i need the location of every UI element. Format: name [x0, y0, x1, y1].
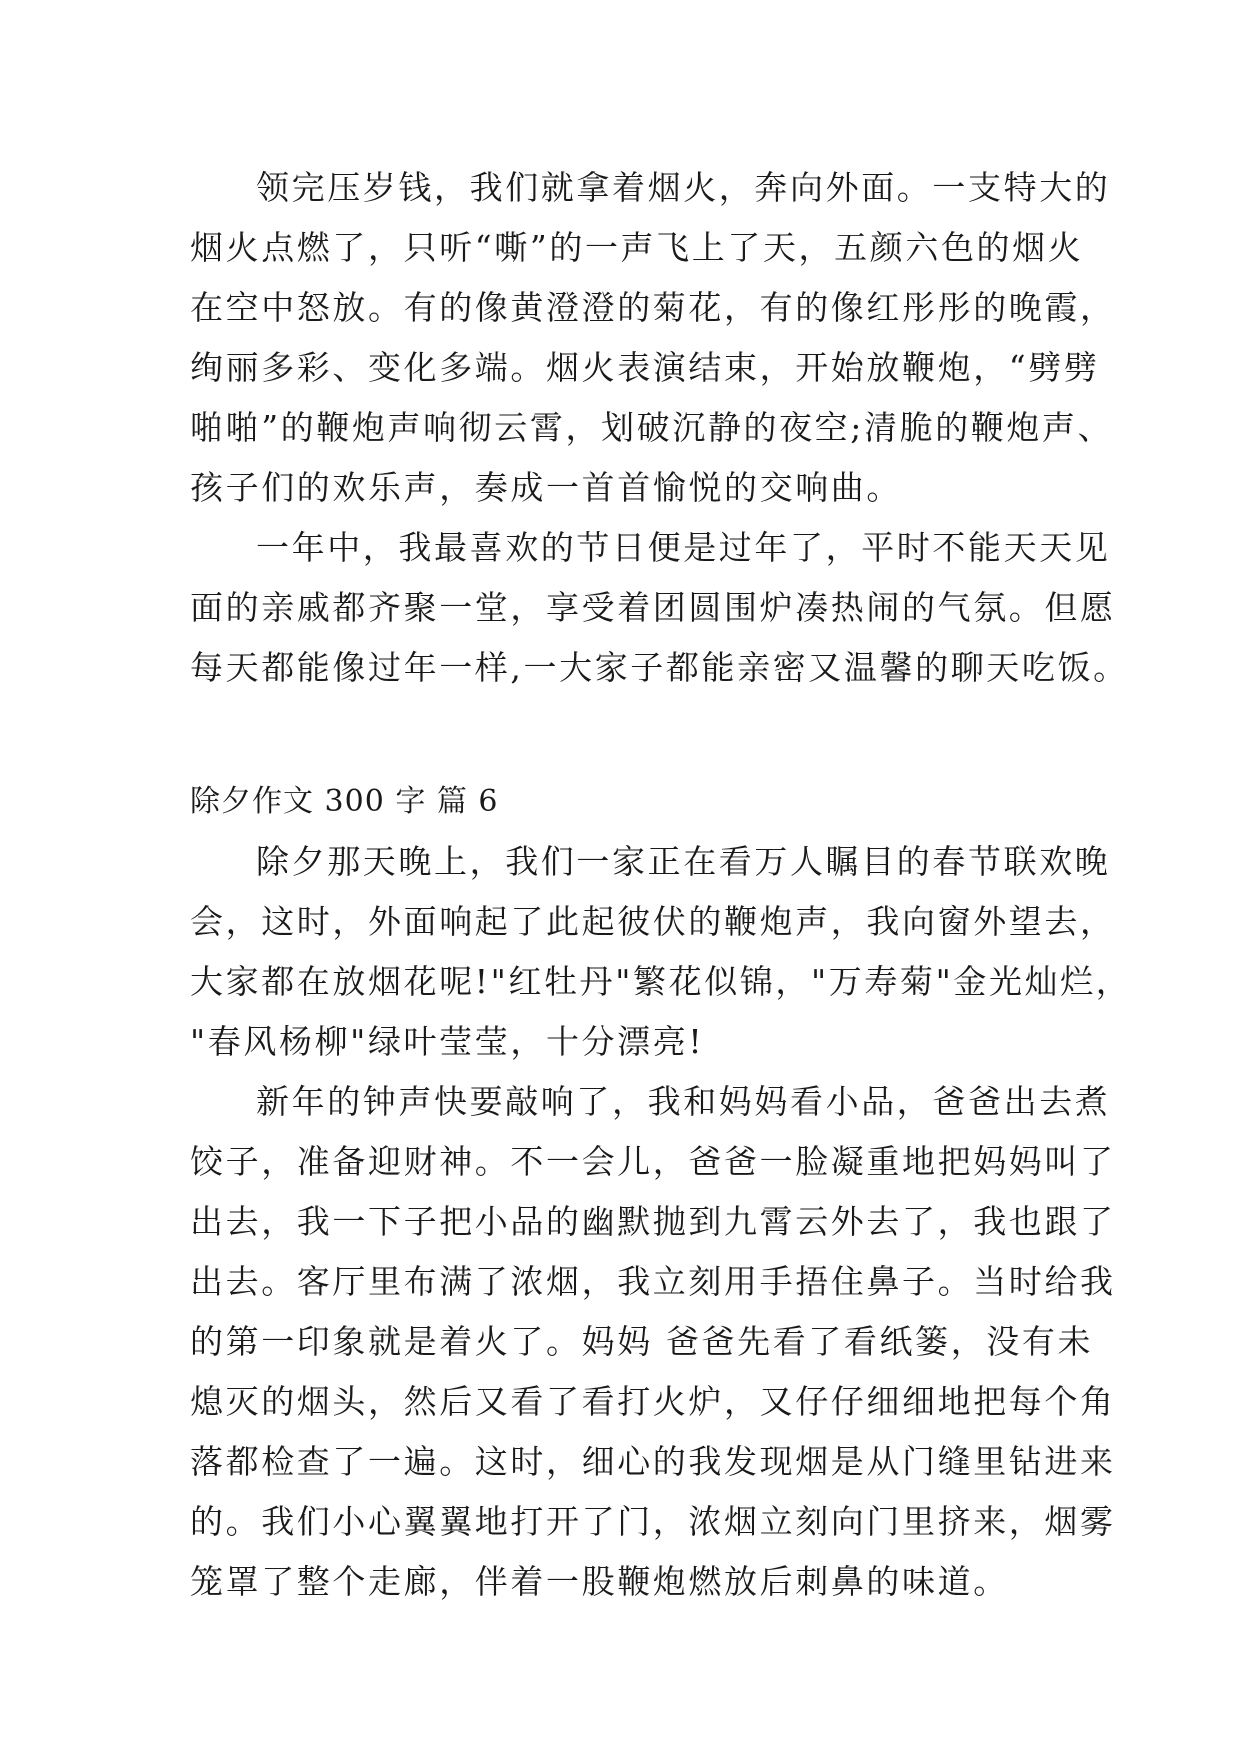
paragraph-new-years-eve [190, 832, 1132, 1072]
paragraph-favorite-holiday [190, 518, 1129, 698]
text-line: 的第一印象就是着火了。妈妈 爸爸先看了看纸篓，没有未 [190, 1322, 1094, 1361]
text-line: 在空中怒放。有的像黄澄澄的菊花，有的像红彤彤的晚霞， [190, 288, 1116, 327]
text-line: 一年中，我最喜欢的节日便是过年了，平时不能天天见 [256, 528, 1111, 567]
text-line: 笼罩了整个走廊，伴着一股鞭炮燃放后刺鼻的味道。 [190, 1562, 1009, 1601]
text-line: 啪啪”的鞭炮声响彻云霄，划破沉静的夜空;清脆的鞭炮声、 [190, 408, 1114, 447]
text-line: 面的亲戚都齐聚一堂，享受着团圆围炉凑热闹的气氛。但愿 [190, 588, 1116, 627]
paragraph-fireworks [190, 158, 1116, 518]
text-line: 绚丽多彩、变化多端。烟火表演结束，开始放鞭炮，“劈劈 [190, 348, 1100, 387]
text-line: 出去。客厅里布满了浓烟，我立刻用手捂住鼻子。当时给我 [190, 1262, 1116, 1301]
text-line: 会，这时，外面响起了此起彼伏的鞭炮声，我向窗外望去， [190, 902, 1116, 941]
text-line: 出去，我一下子把小品的幽默抛到九霄云外去了，我也跟了 [190, 1202, 1116, 1241]
section-spacer [190, 698, 1060, 772]
text-line: 孩子们的欢乐声，奏成一首首愉悦的交响曲。 [190, 468, 902, 507]
text-line: 除夕那天晚上，我们一家正在看万人瞩目的春节联欢晚 [256, 842, 1111, 881]
text-line: 领完压岁钱，我们就拿着烟火，奔向外面。一支特大的 [256, 168, 1111, 207]
text-line: 每天都能像过年一样,一大家子都能亲密又温馨的聊天吃饭。 [190, 648, 1129, 687]
text-line: 落都检查了一遍。这时，细心的我发现烟是从门缝里钻进来 [190, 1442, 1116, 1481]
text-line: 大家都在放烟花呢!"红牡丹"繁花似锦，"万寿菊"金光灿烂， [190, 962, 1132, 1001]
text-line: 饺子，准备迎财神。不一会儿，爸爸一脸凝重地把妈妈叫了 [190, 1142, 1116, 1181]
text-line: 新年的钟声快要敲响了，我和妈妈看小品，爸爸出去煮 [256, 1082, 1111, 1121]
text-line: "春风杨柳"绿叶莹莹，十分漂亮! [190, 1022, 705, 1061]
paragraph-smoke-story [190, 1072, 1116, 1612]
document-page [190, 158, 1132, 1612]
text-line: 熄灭的烟头，然后又看了看打火炉，又仔仔细细地把每个角 [190, 1382, 1116, 1421]
text-line: 烟火点燃了，只听“嘶”的一声飞上了天，五颜六色的烟火 [190, 228, 1084, 267]
text-line: 的。我们小心翼翼地打开了门，浓烟立刻向门里挤来，烟雾 [190, 1502, 1116, 1541]
section-heading: 除夕作文 300 字 篇 6 [190, 784, 499, 819]
